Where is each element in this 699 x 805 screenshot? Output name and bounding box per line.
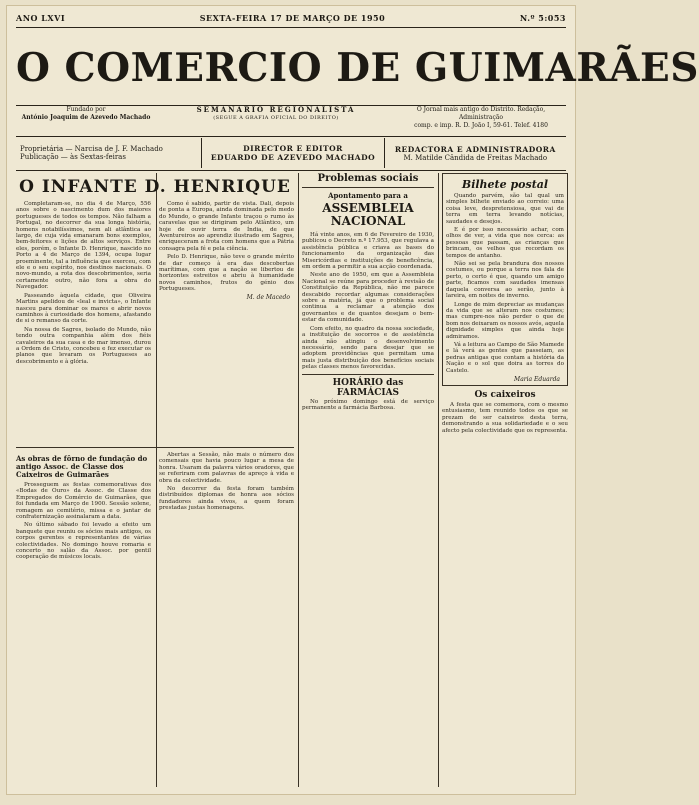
admin-name: M. Matilde Cândida de Freitas Machado xyxy=(403,153,548,162)
director-block xyxy=(201,138,384,168)
founder-block xyxy=(16,106,156,134)
issue-number: N.º 5:053 xyxy=(519,13,566,23)
paragraph: No decorrer da festa foram também distribuídos diplomas de honra aos sócios fundadores ainda vivos, a quem foram prestadas justas homenagens. xyxy=(159,486,294,512)
publication-line: Publicação — às Sextas-feiras xyxy=(20,153,126,161)
owner-block xyxy=(16,138,201,168)
kicker: Problemas sociais xyxy=(317,173,419,184)
rule xyxy=(302,187,434,188)
staff-bottom-rule xyxy=(16,170,566,171)
caixeiros-headline: As obras de fôrno de fundação do antigo Assoc. de Classe dos Caixeiros de Guimarães xyxy=(16,454,148,479)
issue-date: SEXTA-FEIRA 17 DE MARÇO DE 1950 xyxy=(199,13,386,23)
issue-year: ANO LXVI xyxy=(16,13,66,23)
section-rule xyxy=(16,447,294,448)
subhead xyxy=(16,106,566,134)
contact-block xyxy=(396,106,566,134)
paragraph: Vá a leitura ao Campo de São Mamede e lá verá as gentes que passeiam, as pedras antigas que contam a história da Nação e o sol que doira as torres do Castelo. xyxy=(446,341,564,374)
newspaper-page xyxy=(6,5,699,795)
bilhete-box xyxy=(442,173,568,386)
admin-title: REDACTORA E ADMINISTRADORA xyxy=(394,144,556,154)
bilhete-text xyxy=(446,193,564,374)
title-small: Apontamento para a xyxy=(328,191,408,200)
infante-article xyxy=(16,175,294,443)
caixeiros-short-text xyxy=(442,402,568,434)
weekly-label: SEMANÁRIO REGIONALISTA xyxy=(196,105,356,114)
director-title: DIRECTOR E EDITOR xyxy=(243,144,343,153)
paragraph: Quando parvém, são tal qual um simples bilhete enviado ao correio: uma coisa leve, despretensiosa, que vai de terra em terra levando notícias, saudades e desejos. xyxy=(446,193,564,225)
paragraph: Passeando àquela cidade, que Oliveira Martins apelidou de «leal e invicta», o Infante nasceu para dominar os mares e abrir novos caminhos à curiosidade dos homens, afastando de si o remanso da corte. xyxy=(16,292,151,325)
paragraph: No último sábado foi levado a efeito um banquete que reuniu os sócios mais antigos, os corpos gerentes e representantes de várias colectividades. No domingo houve romaria e concerto no salão da Assoc. por gentil cooperação de músicos locais. xyxy=(16,522,151,561)
paragraph: Pelo D. Henrique, não teve o grande mérito de dar começo à era das descobertas marítimas, com que a nação se libertou de horizontes estreitos e abriu à humanidade novos caminhos, frutos do génio dos Portugueses. xyxy=(159,254,294,293)
top-info-line xyxy=(16,13,566,27)
paragraph: Prosseguem as festas comemorativas dos «Bodas de Ouro» da Assoc. de Classe dos Empregados do Comércio de Guimarães, que foi fundada em Março de 1900. Sessão solene, romagem ao cemitério, missa e o jantar de confraternização assinalaram a data. xyxy=(16,482,151,521)
pharmacy-text xyxy=(302,399,434,412)
paragraph: Abertas a Sessão, não mais o número dos comensais que havia pouco lugar a mesa de honra. Usaram da palavra vários oradores, que se referiram com palavras de apreço à vida e obra da colectividade. xyxy=(159,452,294,484)
pharmacy-headline: HORÁRIO das FARMÁCIAS xyxy=(332,377,404,398)
right-area xyxy=(442,173,568,787)
paragraph: Na nossa de Sagres, isolado do Mundo, não tendo outra companhia além dos fiéis cavaleiros da sua casa e do mar imenso, durou a Ordem de Cristo, concebeu e fez executar os planos que levaram os Portugueses ao descobrimento e à glória. xyxy=(16,326,151,365)
owner-line: Proprietária — Narcisa de J. F. Machado xyxy=(20,145,163,153)
paragraph: Neste ano de 1950, em que a Assembleia Nacional se reúne para proceder à revisão de Constituição da República, não me parece descabido recordar algumas considerações sobre a matéria, já que o problema social continua a reclamar a atenção dos governantes e de quantos desejam o bem-estar da comunidade. xyxy=(302,272,434,324)
paragraph: A festa que se comemora, com o mesmo entusiasmo, tem reunido todos os que se prezam de ser caixeiros desta terra, demonstrando a sua solidariedade e o seu afecto pela colectividade que os representa. xyxy=(442,401,568,434)
admin-block xyxy=(385,138,566,168)
paragraph: Completaram-se, no dia 4 de Março, 556 anos sobre o nascimento dum dos maiores portugueses de todos os tempos. Não falham a Portugal, no decorrer da sua longa história, homens notabilíssimos, nem ali atlântica ao largo, de cuja vida emanaram bons exemplos, bem-feitores e lições de altos serviços. Entre eles, porém, o Infante D. Henrique, nascido no Porto a 4 de Março de 1394, ocupa lugar proeminente, tal a influência que exerceu, com ele e o seu espírito, nos destinos nacionais. O novo-mundo, a rota dos descobrimentos, seria certamente outro, não fora a obra do Navegador. xyxy=(16,201,151,291)
staff-top-rule xyxy=(16,136,566,137)
bilhete-headline: Bilhete postal xyxy=(461,178,549,191)
weekly-sub: (SEGUE A GRAFIA OFICIAL DO DIREITO) xyxy=(213,115,339,121)
paragraph: Há vinte anos, em 6 de Fevereiro de 1930, publicou o Decreto n.º 17.953, que regulava a assistência pública e criava as bases do funcionamento da organização das Misericórdias e instituições de beneficência, em ordem a permitir a sua acção coordenada. xyxy=(302,232,434,271)
assembleia-text xyxy=(302,232,434,371)
column-divider xyxy=(438,173,439,787)
founder-name: António Joaquim de Azevedo Machado xyxy=(21,114,151,121)
paragraph: Não sei se pela brandura dos nossos costumes, ou porque a terra nos fala de perto, o certo é que, quando um amigo parte, ficamos com saudades imensas daquela conversa ao serão, junto à lareira, em noites de inverno. xyxy=(446,261,564,300)
column-divider xyxy=(298,173,299,787)
caixeiros-column-a xyxy=(16,452,151,563)
caixeiros-short-headline: Os caixeiros xyxy=(474,389,536,400)
infante-signature: M. de Macedo xyxy=(246,293,290,301)
caixeiros-column-b xyxy=(159,452,294,563)
founder-label: Fundado por xyxy=(66,106,106,113)
contact-line-1: O Jornal mais antigo do Distrito. Redação, Administração xyxy=(416,106,546,121)
caixeiros-text-a xyxy=(16,482,151,561)
contact-line-2: comp. e imp. R. D. João I, 59-61. Telef. 4180 xyxy=(414,122,548,129)
staff-box xyxy=(16,138,566,168)
paragraph: E é por isso necessário achar, com olhos de ver, a vida que nos cerca: as pessoas que passam, as crianças que brincam, os velhos que recordam os tempos de antanho. xyxy=(446,227,564,259)
paragraph: No próximo domingo está de serviço permanente a farmácia Barbosa. xyxy=(302,398,434,411)
assembleia-article xyxy=(302,173,434,787)
paragraph: Longe de mim depreciar as mudanças da vida que se alteram nos costumes; mas cumpre-nos não perder o que de bom nos deixaram os nossos avós, aquela dignidade simples que ainda hoje admiramos. xyxy=(446,301,564,340)
infante-column-a xyxy=(16,201,151,367)
rule xyxy=(302,374,434,375)
paragraph: Com efeito, no quadro da nossa sociedade, a instituição de socorros e de assistência ainda não atingiu o desenvolvimento necessário, sendo para desejar que se adoptem providências que permitam uma mais justa distribuição dos benefícios sociais pelas classes menos favorecidas. xyxy=(302,325,434,371)
paragraph: Como é sabido, partir de vista. Dali, depois de ponta a Europa, ainda dominada pelo medo do Mundo, o grande Infante traçou o rumo às caravelas que se dirigiram pelo Atlântico, um hoje de ouvir terra de Índia, de que Aventureiros ao aprendiz ilustrado em Sagres, enriqueceram a frota com homens que a Pátria consagra pela fé e pela ciência. xyxy=(159,201,294,252)
caixeiros-article xyxy=(16,452,294,787)
bilhete-signature: Maria Eduarda xyxy=(514,375,560,383)
top-rule xyxy=(16,27,566,28)
infante-headline: O INFANTE D. HENRIQUE xyxy=(19,177,291,197)
infante-column-b xyxy=(159,201,294,367)
masthead-title: O COMERCIO DE GUIMARÃES xyxy=(16,45,699,91)
weekly-block xyxy=(197,106,356,134)
director-name: EDUARDO DE AZEVEDO MACHADO xyxy=(210,153,376,162)
assembleia-headline: ASSEMBLEIA NACIONAL xyxy=(322,201,414,228)
